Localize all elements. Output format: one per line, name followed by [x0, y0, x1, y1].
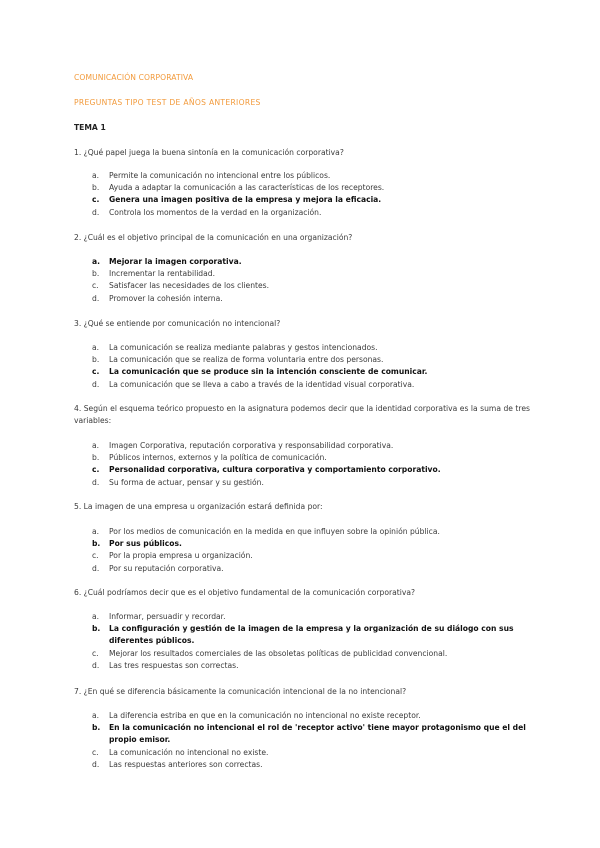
option	[92, 526, 532, 538]
option-correct	[92, 538, 532, 550]
option-letter: b.	[92, 269, 100, 279]
option-text: Informar, persuadir y recordar.	[109, 612, 226, 621]
option-letter: c.	[92, 648, 99, 658]
option-text: La comunicación no intencional no existe.	[109, 747, 269, 757]
option-text: En la comunicación no intencional el rol de 'receptor activo' tiene mayor protagonismo que el del propio emisor.	[109, 723, 526, 745]
question-2-options	[92, 256, 532, 305]
option-text: Incrementar la rentabilidad.	[109, 269, 216, 279]
option-letter: d.	[92, 293, 100, 303]
option-text: Públicos internos, externos y la política de comunicación.	[109, 453, 327, 463]
option-text: Su forma de actuar, pensar y su gestión.	[109, 477, 264, 487]
option-text: Las respuestas anteriores son correctas.	[109, 759, 263, 769]
option-correct	[92, 722, 532, 746]
option-correct	[92, 366, 532, 378]
option-text: Las tres respuestas son correctas.	[109, 660, 239, 670]
option-letter: a.	[92, 527, 100, 536]
option	[92, 648, 532, 660]
option-correct	[92, 256, 532, 268]
option-correct	[92, 623, 532, 647]
option	[92, 280, 532, 292]
option-letter: c.	[92, 195, 100, 205]
option-text: Por sus públicos.	[109, 539, 182, 549]
option	[92, 611, 532, 623]
question-4: 4. Según el esquema teórico propuesto en la asignatura podemos decir que la identidad corporativa es la suma de tres variables:	[74, 404, 530, 425]
option	[92, 268, 532, 280]
option-text: Mejorar la imagen corporativa.	[109, 257, 242, 266]
question-3: 3. ¿Qué se entiende por comunicación no intencional?	[74, 319, 281, 328]
document-subtitle: PREGUNTAS TIPO TEST DE AÑOS ANTERIORES	[74, 98, 261, 107]
option	[92, 293, 532, 305]
option-letter: a.	[92, 711, 100, 720]
question-6-options	[92, 611, 532, 672]
option-text: Imagen Corporativa, reputación corporativa y responsabilidad corporativa.	[109, 441, 394, 450]
option-letter: b.	[92, 539, 101, 549]
option-letter: d.	[92, 379, 100, 389]
option-text: Promover la cohesión interna.	[109, 293, 223, 303]
option-letter: d.	[92, 563, 100, 573]
option-letter: b.	[92, 624, 101, 634]
option-letter: c.	[92, 747, 99, 757]
option-text: Ayuda a adaptar la comunicación a las características de los receptores.	[109, 183, 385, 193]
question-4-options	[92, 440, 532, 489]
question-6: 6. ¿Cuál podríamos decir que es el objetivo fundamental de la comunicación corporativa?	[74, 588, 416, 597]
question-2: 2. ¿Cuál es el objetivo principal de la comunicación en una organización?	[74, 233, 353, 242]
option-text: La comunicación que se realiza de forma voluntaria entre dos personas.	[109, 355, 384, 365]
question-1-options	[92, 170, 532, 219]
question-3-options	[92, 342, 532, 391]
option	[92, 710, 532, 722]
question-5-options	[92, 526, 532, 575]
option-letter: d.	[92, 660, 100, 670]
option	[92, 759, 532, 771]
option-letter: a.	[92, 343, 100, 352]
option-letter: c.	[92, 465, 100, 475]
option-correct	[92, 464, 532, 476]
option-text: Por la propia empresa u organización.	[109, 551, 253, 561]
option-text: Mejorar los resultados comerciales de las obsoletas políticas de publicidad convencional.	[109, 648, 448, 658]
option-text: Genera una imagen positiva de la empresa y mejora la eficacia.	[109, 195, 382, 205]
option	[92, 550, 532, 562]
option-letter: c.	[92, 551, 99, 561]
option-text: Por los medios de comunicación en la medida en que influyen sobre la opinión pública.	[109, 527, 440, 536]
option	[92, 379, 532, 391]
option	[92, 354, 532, 366]
option-letter: d.	[92, 207, 100, 217]
option-letter: a.	[92, 257, 101, 266]
option-letter: d.	[92, 759, 100, 769]
question-7-options	[92, 710, 532, 771]
option-text: La diferencia estriba en que en la comunicación no intencional no existe receptor.	[109, 711, 421, 720]
option-letter: a.	[92, 612, 100, 621]
option-text: Satisfacer las necesidades de los clientes.	[109, 281, 270, 291]
option	[92, 452, 532, 464]
option-text: Personalidad corporativa, cultura corporativa y comportamiento corporativo.	[109, 465, 441, 475]
option-letter: a.	[92, 171, 100, 180]
option-letter: a.	[92, 441, 100, 450]
option-text: La comunicación que se lleva a cabo a través de la identidad visual corporativa.	[109, 379, 415, 389]
option	[92, 563, 532, 575]
option	[92, 207, 532, 219]
option	[92, 477, 532, 489]
option-letter: c.	[92, 367, 100, 377]
option-letter: b.	[92, 723, 101, 733]
option-letter: d.	[92, 477, 100, 487]
option-text: Permite la comunicación no intencional entre los públicos.	[109, 171, 331, 180]
question-5: 5. La imagen de una empresa u organización estará definida por:	[74, 502, 323, 511]
question-1: 1. ¿Qué papel juega la buena sintonía en la comunicación corporativa?	[74, 148, 344, 157]
option-correct	[92, 194, 532, 206]
option-letter: b.	[92, 183, 100, 193]
option-text: La configuración y gestión de la imagen de la empresa y la organización de su diálogo con sus diferentes públicos.	[109, 624, 514, 646]
question-7: 7. ¿En qué se diferencia básicamente la comunicación intencional de la no intencional?	[74, 687, 407, 696]
option	[92, 342, 532, 354]
option	[92, 660, 532, 672]
option	[92, 170, 532, 182]
option	[92, 747, 532, 759]
option-text: La comunicación que se produce sin la intención consciente de comunicar.	[109, 367, 428, 377]
option-text: La comunicación se realiza mediante palabras y gestos intencionados.	[109, 343, 378, 352]
option-text: Por su reputación corporativa.	[109, 563, 224, 573]
option-letter: b.	[92, 355, 100, 365]
option	[92, 440, 532, 452]
option-letter: b.	[92, 453, 100, 463]
section-heading: TEMA 1	[74, 123, 106, 132]
option	[92, 182, 532, 194]
document-title: COMUNICACIÓN CORPORATIVA	[74, 73, 194, 82]
option-letter: c.	[92, 281, 99, 291]
option-text: Controla los momentos de la verdad en la organización.	[109, 207, 322, 217]
